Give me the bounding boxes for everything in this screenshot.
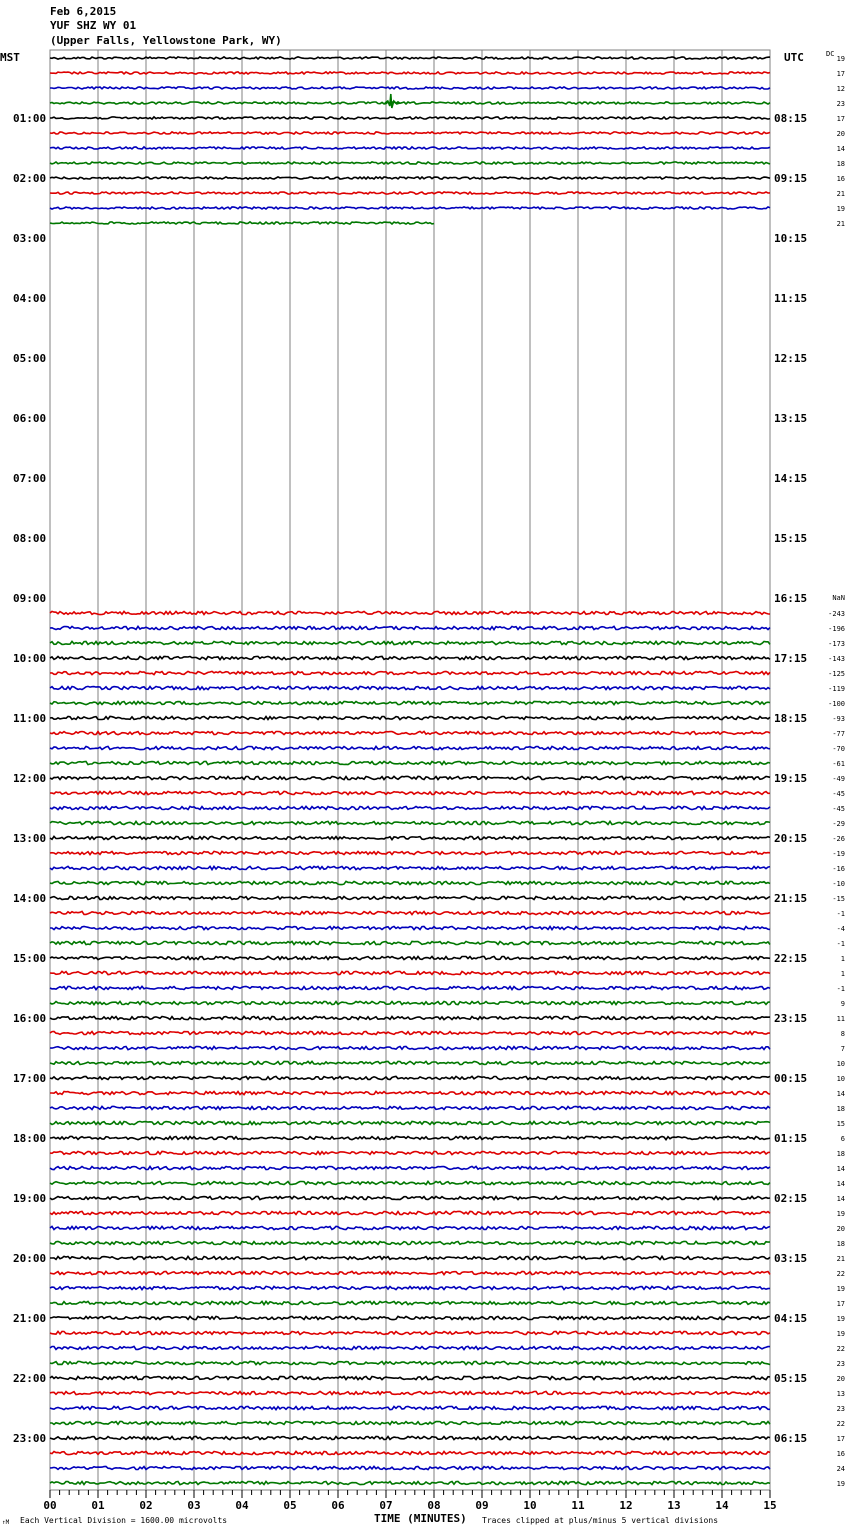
dc-offset-value: 22 bbox=[836, 1420, 845, 1428]
trace-row bbox=[50, 1016, 770, 1019]
hour-label-mst: 12:00 bbox=[13, 772, 47, 785]
trace-row bbox=[50, 1481, 770, 1484]
trace-row bbox=[50, 1076, 770, 1079]
hour-label-mst: 07:00 bbox=[13, 472, 47, 485]
footer-scale-note: Each Vertical Division = 1600.00 microvolts bbox=[20, 1516, 228, 1525]
dc-offset-value: 10 bbox=[836, 1060, 845, 1068]
dc-offset-value: -1 bbox=[836, 910, 845, 918]
header-station: YUF SHZ WY 01 bbox=[50, 19, 137, 32]
trace-row bbox=[50, 207, 770, 209]
hour-label-utc: 16:15 bbox=[774, 592, 808, 605]
dc-offset-value: 19 bbox=[836, 1480, 845, 1488]
hour-label-mst: 18:00 bbox=[13, 1132, 47, 1145]
hour-label-utc: 14:15 bbox=[774, 472, 808, 485]
x-tick-label: 00 bbox=[43, 1499, 57, 1512]
hour-label-utc: 10:15 bbox=[774, 232, 808, 245]
dc-offset-value: 14 bbox=[836, 145, 845, 153]
dc-offset-value: 12 bbox=[836, 85, 845, 93]
dc-offset-value: 18 bbox=[836, 1240, 845, 1248]
hour-label-mst: 23:00 bbox=[13, 1432, 47, 1445]
trace-row bbox=[50, 1061, 770, 1064]
trace-row bbox=[50, 776, 770, 779]
dc-offset-value: 15 bbox=[836, 1120, 845, 1128]
dc-offset-value: -15 bbox=[832, 895, 845, 903]
dc-offset-value: 21 bbox=[836, 1255, 845, 1263]
dc-offset-value: 20 bbox=[836, 1225, 845, 1233]
dc-offset-value: -70 bbox=[832, 745, 845, 753]
hour-label-utc: 05:15 bbox=[774, 1372, 808, 1385]
trace-row bbox=[50, 1316, 770, 1319]
dc-offset-value: -29 bbox=[832, 820, 845, 828]
dc-offset-value: 8 bbox=[840, 1030, 845, 1038]
hour-label-utc: 15:15 bbox=[774, 532, 808, 545]
trace-row bbox=[50, 806, 770, 809]
dc-offset-value: -173 bbox=[828, 640, 845, 648]
trace-row bbox=[50, 1211, 770, 1214]
dc-offset-value: 11 bbox=[836, 1015, 845, 1023]
trace-row bbox=[50, 1466, 770, 1469]
trace-row bbox=[50, 1121, 770, 1124]
trace-row bbox=[50, 1256, 770, 1259]
hour-label-mst: 04:00 bbox=[13, 292, 47, 305]
trace-row bbox=[50, 791, 770, 794]
trace-row bbox=[50, 1031, 770, 1034]
trace-row bbox=[50, 626, 770, 629]
trace-row bbox=[50, 716, 770, 719]
trace-row bbox=[50, 656, 770, 659]
dc-offset-value: 14 bbox=[836, 1180, 845, 1188]
trace-row bbox=[50, 866, 770, 869]
trace-row bbox=[50, 911, 770, 914]
trace-row bbox=[50, 851, 770, 854]
hour-label-mst: 15:00 bbox=[13, 952, 47, 965]
dc-offset-value: -1 bbox=[836, 940, 845, 948]
hour-label-utc: 12:15 bbox=[774, 352, 808, 365]
trace-row bbox=[50, 1226, 770, 1229]
trace-row bbox=[50, 177, 770, 179]
x-tick-label: 03 bbox=[187, 1499, 201, 1512]
trace-row bbox=[50, 147, 770, 149]
x-tick-label: 15 bbox=[763, 1499, 777, 1512]
hour-label-utc: 03:15 bbox=[774, 1252, 808, 1265]
hour-label-utc: 01:15 bbox=[774, 1132, 808, 1145]
hour-label-utc: 11:15 bbox=[774, 292, 808, 305]
hour-label-utc: 09:15 bbox=[774, 172, 808, 185]
right-tz-label: UTC bbox=[784, 51, 804, 64]
x-axis-label: TIME (MINUTES) bbox=[374, 1512, 467, 1525]
trace-row bbox=[50, 1376, 770, 1379]
hour-label-utc: 17:15 bbox=[774, 652, 808, 665]
trace-row bbox=[50, 1091, 770, 1094]
trace-row bbox=[50, 971, 770, 974]
trace-row bbox=[50, 1391, 770, 1394]
dc-offset-value: -243 bbox=[828, 610, 845, 618]
trace-row bbox=[50, 57, 770, 59]
trace-row bbox=[50, 102, 770, 104]
trace-row bbox=[50, 87, 770, 89]
dc-offset-value: 22 bbox=[836, 1345, 845, 1353]
dc-offset-value: -16 bbox=[832, 865, 845, 873]
hour-label-utc: 21:15 bbox=[774, 892, 808, 905]
trace-row bbox=[50, 1001, 770, 1004]
dc-offset-value: -26 bbox=[832, 835, 845, 843]
x-tick-label: 11 bbox=[571, 1499, 585, 1512]
trace-row bbox=[50, 1301, 770, 1304]
dc-offset-value: 19 bbox=[836, 205, 845, 213]
dc-offset-value: 21 bbox=[836, 190, 845, 198]
dc-offset-value: 17 bbox=[836, 1300, 845, 1308]
hour-label-utc: 19:15 bbox=[774, 772, 808, 785]
dc-offset-value: 14 bbox=[836, 1090, 845, 1098]
trace-row bbox=[50, 761, 770, 764]
dc-offset-value: -143 bbox=[828, 655, 845, 663]
trace-row bbox=[50, 1151, 770, 1154]
x-tick-label: 02 bbox=[139, 1499, 153, 1512]
trace-row bbox=[50, 956, 770, 959]
dc-offset-value: 6 bbox=[840, 1135, 845, 1143]
dc-offset-value: 14 bbox=[836, 1195, 845, 1203]
dc-offset-value: 16 bbox=[836, 175, 845, 183]
x-tick-label: 10 bbox=[523, 1499, 537, 1512]
trace-row bbox=[50, 192, 770, 194]
trace-row bbox=[50, 671, 770, 674]
trace-row bbox=[50, 1241, 770, 1244]
trace-row bbox=[50, 941, 770, 944]
dc-offset-value: -19 bbox=[832, 850, 845, 858]
dc-offset-value: 10 bbox=[836, 1075, 845, 1083]
x-tick-label: 01 bbox=[91, 1499, 105, 1512]
trace-row bbox=[50, 132, 770, 134]
footer-logo: ↑M bbox=[2, 1519, 10, 1526]
hour-label-mst: 13:00 bbox=[13, 832, 47, 845]
trace-row bbox=[50, 686, 770, 689]
trace-row bbox=[50, 162, 770, 164]
dc-offset-value: 19 bbox=[836, 1330, 845, 1338]
trace-row bbox=[50, 986, 770, 989]
x-tick-label: 04 bbox=[235, 1499, 249, 1512]
hour-label-utc: 06:15 bbox=[774, 1432, 808, 1445]
trace-row bbox=[50, 1451, 770, 1454]
hour-label-utc: 00:15 bbox=[774, 1072, 808, 1085]
trace-row bbox=[50, 926, 770, 929]
dc-offset-value: 9 bbox=[840, 1000, 845, 1008]
hour-label-mst: 02:00 bbox=[13, 172, 47, 185]
trace-row bbox=[50, 1271, 770, 1274]
hour-label-utc: 02:15 bbox=[774, 1192, 808, 1205]
hour-label-mst: 20:00 bbox=[13, 1252, 47, 1265]
x-tick-label: 14 bbox=[715, 1499, 729, 1512]
trace-row bbox=[50, 1436, 770, 1439]
x-tick-label: 08 bbox=[427, 1499, 441, 1512]
hour-label-mst: 03:00 bbox=[13, 232, 47, 245]
trace-row bbox=[50, 1331, 770, 1334]
trace-row bbox=[50, 1196, 770, 1199]
dc-offset-value: -125 bbox=[828, 670, 845, 678]
hour-label-mst: 17:00 bbox=[13, 1072, 47, 1085]
hour-label-mst: 21:00 bbox=[13, 1312, 47, 1325]
hour-label-mst: 06:00 bbox=[13, 412, 47, 425]
trace-row bbox=[50, 1046, 770, 1049]
hour-label-utc: 18:15 bbox=[774, 712, 808, 725]
dc-offset-value: -1 bbox=[836, 985, 845, 993]
dc-offset-value: 17 bbox=[836, 70, 845, 78]
dc-offset-value: -45 bbox=[832, 790, 845, 798]
trace-row bbox=[50, 701, 770, 704]
trace-row bbox=[50, 1286, 770, 1289]
trace-row bbox=[50, 1136, 770, 1139]
trace-row bbox=[50, 1406, 770, 1409]
dc-offset-value: -196 bbox=[828, 625, 845, 633]
dc-offset-value: 19 bbox=[836, 1315, 845, 1323]
dc-offset-value: -45 bbox=[832, 805, 845, 813]
hour-label-utc: 20:15 bbox=[774, 832, 808, 845]
hour-label-mst: 05:00 bbox=[13, 352, 47, 365]
trace-row bbox=[50, 821, 770, 824]
header-location: (Upper Falls, Yellowstone Park, WY) bbox=[50, 34, 282, 47]
hour-label-mst: 09:00 bbox=[13, 592, 47, 605]
trace-row bbox=[50, 836, 770, 839]
hour-label-utc: 23:15 bbox=[774, 1012, 808, 1025]
dc-offset-value: -77 bbox=[832, 730, 845, 738]
x-tick-label: 05 bbox=[283, 1499, 297, 1512]
dc-header: DC bbox=[826, 50, 835, 58]
hour-label-mst: 19:00 bbox=[13, 1192, 47, 1205]
dc-offset-value: 17 bbox=[836, 1435, 845, 1443]
trace-row bbox=[50, 896, 770, 899]
header-date: Feb 6,2015 bbox=[50, 5, 117, 18]
hour-label-mst: 01:00 bbox=[13, 112, 47, 125]
hour-label-mst: 10:00 bbox=[13, 652, 47, 665]
dc-offset-value: 22 bbox=[836, 1270, 845, 1278]
dc-offset-value: 19 bbox=[836, 55, 845, 63]
hour-label-mst: 22:00 bbox=[13, 1372, 47, 1385]
trace-row bbox=[50, 1421, 770, 1424]
trace-row bbox=[50, 746, 770, 749]
dc-offset-value: 19 bbox=[836, 1210, 845, 1218]
x-tick-label: 09 bbox=[475, 1499, 489, 1512]
trace-row bbox=[50, 641, 770, 644]
dc-offset-value: -119 bbox=[828, 685, 845, 693]
dc-offset-value: -49 bbox=[832, 775, 845, 783]
hour-label-utc: 04:15 bbox=[774, 1312, 808, 1325]
hour-label-utc: 22:15 bbox=[774, 952, 808, 965]
dc-offset-value: 21 bbox=[836, 220, 845, 228]
hour-label-mst: 08:00 bbox=[13, 532, 47, 545]
trace-row bbox=[50, 881, 770, 884]
hour-label-mst: 16:00 bbox=[13, 1012, 47, 1025]
trace-row bbox=[50, 117, 770, 119]
dc-offset-value: 20 bbox=[836, 1375, 845, 1383]
dc-offset-value: 24 bbox=[836, 1465, 845, 1473]
dc-offset-value: 17 bbox=[836, 115, 845, 123]
dc-offset-value: 23 bbox=[836, 1405, 845, 1413]
dc-offset-value: 7 bbox=[840, 1045, 845, 1053]
x-tick-label: 06 bbox=[331, 1499, 345, 1512]
dc-offset-value: 18 bbox=[836, 1150, 845, 1158]
footer-clip-note: Traces clipped at plus/minus 5 vertical divisions bbox=[482, 1516, 719, 1525]
dc-offset-value: 16 bbox=[836, 1450, 845, 1458]
trace-row bbox=[50, 1166, 770, 1169]
trace-row bbox=[50, 1346, 770, 1349]
dc-offset-value: -93 bbox=[832, 715, 845, 723]
hour-label-mst: 11:00 bbox=[13, 712, 47, 725]
dc-offset-value: -61 bbox=[832, 760, 845, 768]
x-tick-label: 12 bbox=[619, 1499, 633, 1512]
left-tz-label: MST bbox=[0, 51, 20, 64]
trace-row bbox=[50, 1181, 770, 1184]
hour-label-mst: 14:00 bbox=[13, 892, 47, 905]
x-tick-label: 07 bbox=[379, 1499, 393, 1512]
dc-offset-value: 14 bbox=[836, 1165, 845, 1173]
dc-offset-value: -100 bbox=[828, 700, 845, 708]
nan-label: NaN bbox=[832, 594, 845, 602]
dc-offset-value: 1 bbox=[840, 970, 845, 978]
dc-offset-value: 1 bbox=[840, 955, 845, 963]
dc-offset-value: -4 bbox=[836, 925, 845, 933]
hour-label-utc: 13:15 bbox=[774, 412, 808, 425]
trace-row bbox=[50, 1106, 770, 1109]
dc-offset-value: 18 bbox=[836, 1105, 845, 1113]
dc-offset-value: 20 bbox=[836, 130, 845, 138]
trace-row bbox=[50, 731, 770, 734]
dc-offset-value: 23 bbox=[836, 100, 845, 108]
dc-offset-value: 23 bbox=[836, 1360, 845, 1368]
hour-label-utc: 08:15 bbox=[774, 112, 808, 125]
trace-row bbox=[50, 1361, 770, 1364]
trace-row bbox=[50, 72, 770, 74]
dc-offset-value: 19 bbox=[836, 1285, 845, 1293]
event-spike bbox=[385, 94, 400, 108]
dc-offset-value: 13 bbox=[836, 1390, 845, 1398]
dc-offset-value: 18 bbox=[836, 160, 845, 168]
x-tick-label: 13 bbox=[667, 1499, 681, 1512]
trace-row bbox=[50, 611, 770, 614]
dc-offset-value: -10 bbox=[832, 880, 845, 888]
